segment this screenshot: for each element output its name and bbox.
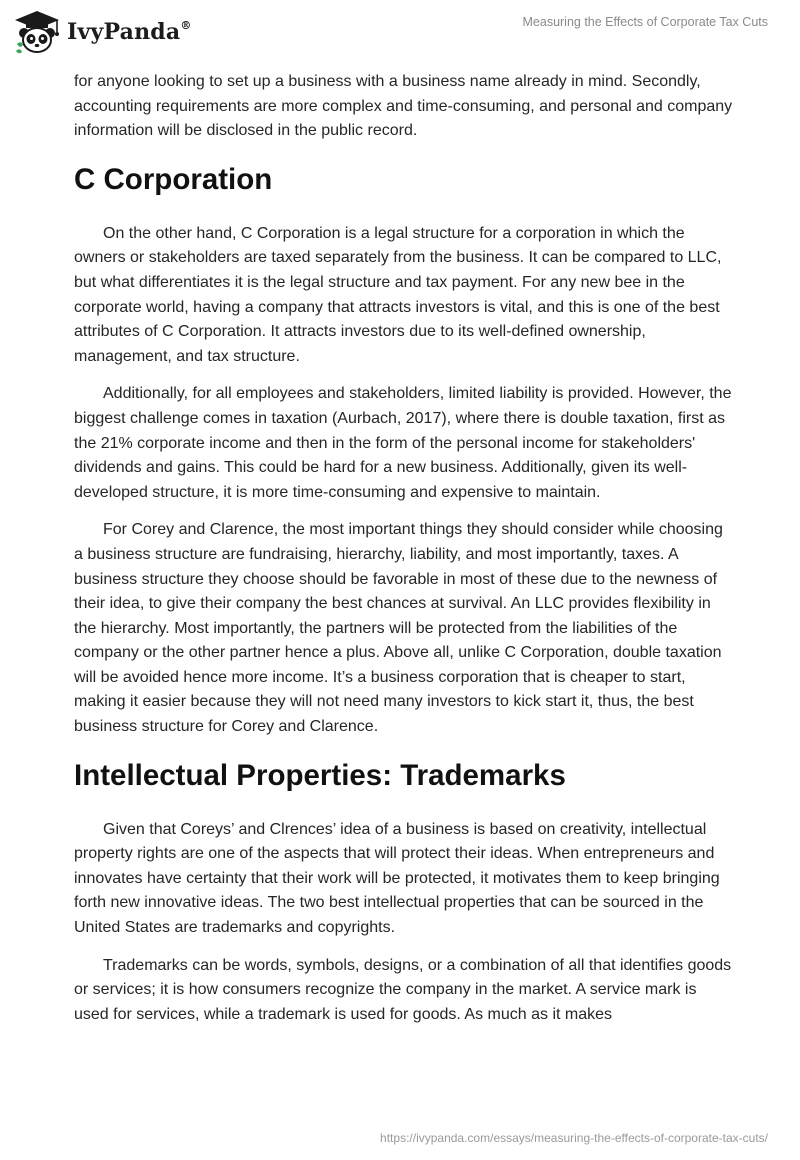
document-title: Measuring the Effects of Corporate Tax Cuts — [522, 15, 768, 29]
logo[interactable] — [13, 8, 192, 56]
section-heading-c-corporation: C Corporation — [74, 162, 273, 196]
paragraph: Given that Coreys’ and Clrences’ idea of a business is based on creativity, intellectual property rights are one of the aspects that will protect their ideas. When entrepreneurs and innovates have certainty that their work will be protected, it motivates them to keep bringing forth new innovative ideas. The two best intellectual properties that can be sourced in the United States are trademarks and copyrights. — [74, 820, 720, 937]
source-url[interactable]: https://ivypanda.com/essays/measuring-the-effects-of-corporate-tax-cuts/ — [380, 1131, 768, 1145]
essay-content — [74, 70, 734, 1040]
paragraph: Trademarks can be words, symbols, designs, or a combination of all that identifies goods or services; it is how consumers recognize the company in the market. A service mark is used for services, while a trademark is used for goods. As much as it makes — [74, 956, 732, 1023]
paragraph: On the other hand, C Corporation is a legal structure for a corporation in which the owners or stakeholders are taxed separately from the business. It can be compared to LLC, but what differentiates it is the legal structure and tax payment. For any new bee in the corporate world, having a company that attracts investors is vital, and this is one of the best attributes of C Corporation. It attracts investors due to its well-defined ownership, management, and tax structure. — [74, 224, 722, 365]
panda-graduate-icon — [13, 8, 61, 56]
paragraph: Additionally, for all employees and stakeholders, limited liability is provided. However, the biggest challenge comes in taxation (Aurbach, 2017), where there is double taxation, first as the 21% corporate income and then in the form of the personal income for stakeholders' dividends and gains. This could be hard for a new business. Additionally, given its well-developed structure, it is more time-consuming and expensive to maintain. — [74, 385, 732, 501]
page-header — [0, 0, 800, 70]
paragraph-continued: for anyone looking to set up a business with a business name already in mind. Secondly, accounting requirements are more complex and time-consuming, and personal and company information will be disclosed in the public record. — [74, 73, 733, 140]
brand-name: IvyPanda® — [67, 18, 192, 45]
paragraph: For Corey and Clarence, the most important things they should consider while choosing a business structure are fundraising, hierarchy, liability, and most importantly, taxes. A business structure they choose should be favorable in most of these due to the newness of their idea, to give their company the best chances at survival. An LLC provides flexibility in the hierarchy. Most importantly, the partners will be protected from the liabilities of the company or the other partner hence a plus. Above all, unlike C Corporation, double taxation will be avoided hence more income. It’s a business corporation that is cheaper to start, making it easier because they will not need many investors to kick start it, thus, the best business structure for Corey and Clarence. — [74, 521, 723, 736]
section-heading-trademarks: Intellectual Properties: Trademarks — [74, 758, 566, 792]
